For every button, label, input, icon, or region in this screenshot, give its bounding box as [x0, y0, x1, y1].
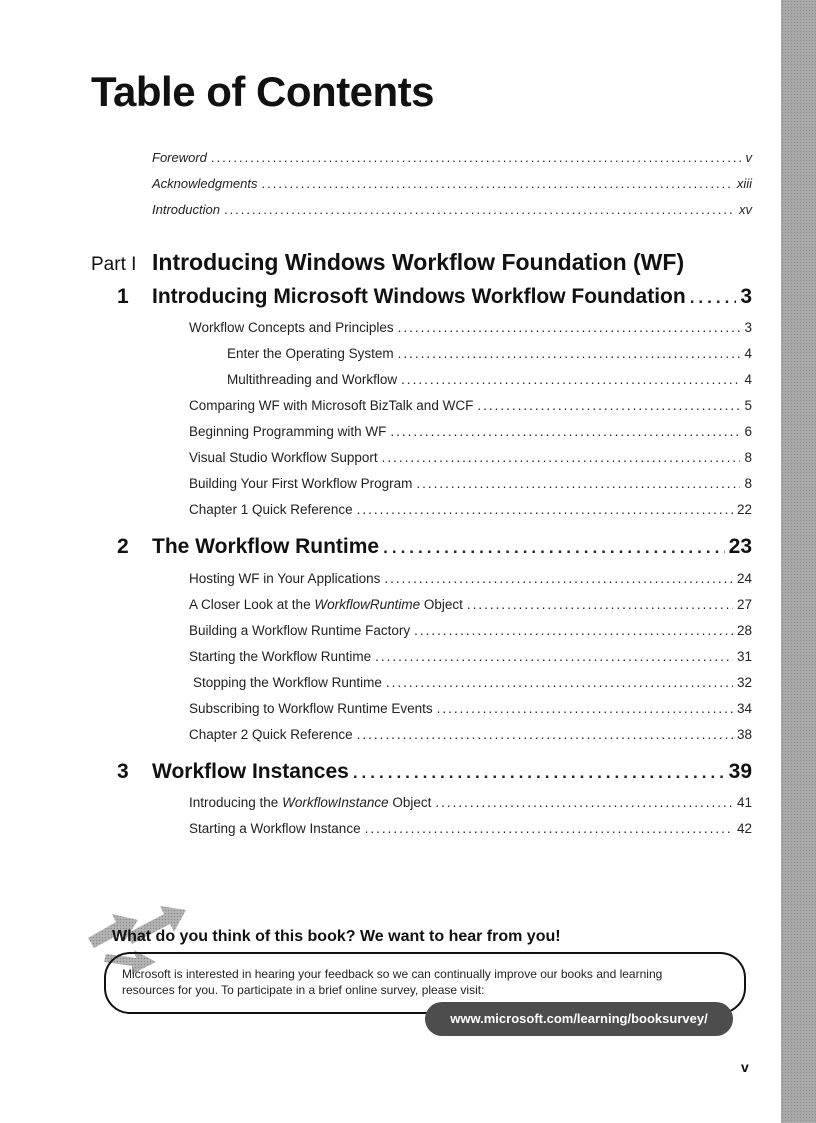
section-page: 27	[736, 597, 752, 612]
chapter-title: Workflow Instances	[152, 760, 349, 783]
section-page: 28	[736, 623, 752, 638]
chapter-page: 3	[740, 285, 752, 308]
dot-leader	[224, 202, 735, 217]
section-page: 42	[736, 821, 752, 836]
section-page: 32	[736, 675, 752, 690]
page-number: v	[741, 1059, 749, 1075]
dot-leader	[384, 571, 733, 586]
toc-section[interactable]	[189, 320, 752, 335]
toc-section[interactable]	[189, 571, 752, 586]
page-edge-strip	[781, 0, 816, 1123]
section-title: Beginning Programming with WF	[189, 424, 387, 439]
feedback-body	[122, 966, 722, 998]
section-title: Stopping the Workflow Runtime	[193, 675, 382, 690]
chapter-title: The Workflow Runtime	[152, 535, 380, 558]
dot-leader	[398, 346, 741, 361]
section-title: Enter the Operating System	[227, 346, 394, 361]
section-title-post: Object	[388, 795, 432, 810]
toc-chapter-1[interactable]	[152, 285, 752, 309]
toc-entry-title: Introduction	[152, 202, 220, 217]
section-page: 8	[744, 450, 752, 465]
feedback-heading: What do you think of this book? We want to hear from you!	[112, 928, 561, 945]
section-title-emphasis: WorkflowInstance	[282, 795, 389, 810]
dot-leader	[353, 763, 725, 783]
dot-leader	[383, 538, 725, 558]
toc-subsection[interactable]	[227, 346, 752, 361]
chapter-title: Introducing Microsoft Windows Workflow Foundation	[152, 285, 686, 308]
toc-entry-page: xiii	[736, 176, 752, 191]
dot-leader	[365, 821, 733, 836]
section-page: 38	[736, 727, 752, 742]
section-title: Hosting WF in Your Applications	[189, 571, 381, 586]
section-title: Chapter 2 Quick Reference	[189, 727, 353, 742]
section-page: 6	[744, 424, 752, 439]
chapter-page: 39	[728, 760, 752, 783]
dot-leader	[390, 424, 740, 439]
chapter-page: 23	[728, 535, 752, 558]
toc-entry-page: v	[745, 150, 752, 165]
toc-chapter-2[interactable]	[152, 535, 752, 559]
section-page: 4	[744, 346, 752, 361]
toc-section[interactable]	[189, 597, 752, 612]
section-page: 8	[744, 476, 752, 491]
section-title: Chapter 1 Quick Reference	[189, 502, 353, 517]
dot-leader	[262, 176, 733, 191]
section-title-pre: A Closer Look at the	[189, 597, 315, 612]
section-title-post: Object	[420, 597, 463, 612]
section-title: Building Your First Workflow Program	[189, 476, 413, 491]
dot-leader	[375, 649, 733, 664]
section-page: 3	[744, 320, 752, 335]
toc-section[interactable]	[193, 675, 752, 690]
survey-url-link[interactable]: www.microsoft.com/learning/booksurvey/	[425, 1002, 733, 1036]
feedback-body-line: resources for you. To participate in a brief online survey, please visit:	[122, 983, 485, 997]
part-label: Part I	[91, 254, 137, 275]
toc-entry-introduction[interactable]	[152, 202, 752, 217]
section-page: 24	[736, 571, 752, 586]
dot-leader	[357, 502, 733, 517]
dot-leader	[477, 398, 740, 413]
section-page: 31	[736, 649, 752, 664]
dot-leader	[690, 288, 737, 308]
section-title: Starting a Workflow Instance	[189, 821, 361, 836]
toc-section[interactable]	[189, 795, 752, 810]
toc-section[interactable]	[189, 476, 752, 491]
section-title: Visual Studio Workflow Support	[189, 450, 378, 465]
section-title: Comparing WF with Microsoft BizTalk and WCF	[189, 398, 474, 413]
toc-section[interactable]	[189, 649, 752, 664]
section-page: 22	[736, 502, 752, 517]
toc-chapter-3[interactable]	[152, 760, 752, 784]
dot-leader	[357, 727, 733, 742]
section-page: 41	[736, 795, 752, 810]
chapter-number: 1	[117, 285, 129, 308]
toc-section[interactable]	[189, 727, 752, 742]
section-title: Building a Workflow Runtime Factory	[189, 623, 411, 638]
toc-entry-foreword[interactable]	[152, 150, 752, 165]
dot-leader	[382, 450, 741, 465]
page-title: Table of Contents	[91, 68, 435, 115]
dot-leader	[211, 150, 742, 165]
dot-leader	[401, 372, 740, 387]
dot-leader	[398, 320, 741, 335]
section-title	[189, 597, 463, 612]
toc-section[interactable]	[189, 424, 752, 439]
chapter-number: 2	[117, 535, 129, 558]
toc-section[interactable]	[189, 398, 752, 413]
section-page: 34	[736, 701, 752, 716]
dot-leader	[467, 597, 733, 612]
dot-leader	[437, 701, 733, 716]
section-title: Starting the Workflow Runtime	[189, 649, 372, 664]
toc-entry-title: Acknowledgments	[152, 176, 258, 191]
section-title: Multithreading and Workflow	[227, 372, 398, 387]
dot-leader	[386, 675, 733, 690]
dot-leader	[414, 623, 733, 638]
section-title: Workflow Concepts and Principles	[189, 320, 394, 335]
toc-entry-title: Foreword	[152, 150, 207, 165]
section-page: 4	[744, 372, 752, 387]
section-title-emphasis: WorkflowRuntime	[314, 597, 421, 612]
toc-section[interactable]	[189, 502, 752, 517]
part-title: Introducing Windows Workflow Foundation (WF)	[152, 249, 685, 275]
section-title: Subscribing to Workflow Runtime Events	[189, 701, 433, 716]
section-title-pre: Introducing the	[189, 795, 283, 810]
toc-section[interactable]	[189, 701, 752, 716]
chapter-number: 3	[117, 760, 129, 783]
toc-section[interactable]	[189, 450, 752, 465]
dot-leader	[435, 795, 733, 810]
feedback-body-line: Microsoft is interested in hearing your feedback so we can continually improve our books and learning	[122, 967, 663, 981]
section-title	[189, 795, 431, 810]
section-page: 5	[744, 398, 752, 413]
toc-section[interactable]	[189, 623, 752, 638]
toc-entry-page: xv	[739, 202, 752, 217]
toc-section[interactable]	[189, 821, 752, 836]
toc-subsection[interactable]	[227, 372, 752, 387]
toc-entry-acknowledgments[interactable]	[152, 176, 752, 191]
dot-leader	[416, 476, 740, 491]
